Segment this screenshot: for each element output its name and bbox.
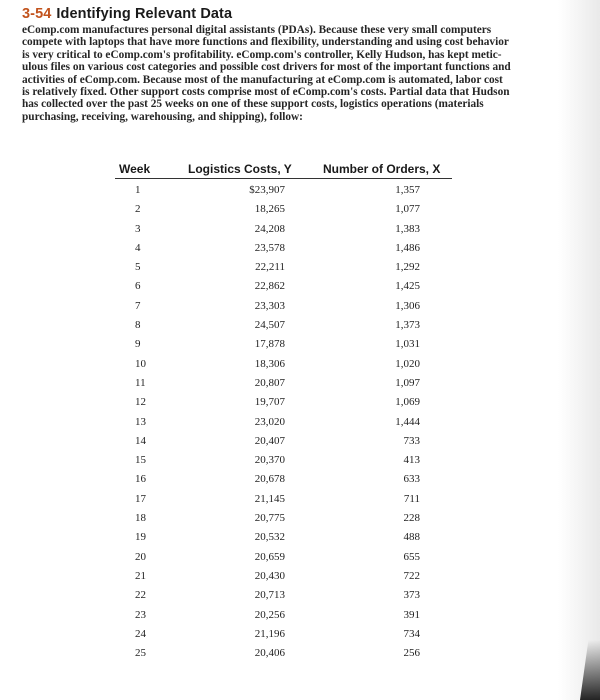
table-row: [115, 414, 452, 433]
problem-title: Identifying Relevant Data: [56, 6, 233, 22]
number-of-orders-cell: 1,097: [395, 376, 420, 389]
week-cell: [115, 184, 149, 196]
week-cell: [115, 589, 149, 601]
logistics-cost-cell: 18,306: [254, 357, 285, 370]
logistics-cost-cell: 20,430: [254, 569, 285, 582]
logistics-cost-cell: 20,256: [254, 608, 285, 621]
number-of-orders-cell: 391: [403, 608, 420, 621]
number-of-orders-cell: 1,020: [395, 357, 420, 370]
table-row: [115, 336, 452, 355]
week-value: 19: [135, 531, 146, 544]
week-value: 17: [135, 492, 146, 505]
logistics-cost-cell: 20,807: [254, 376, 285, 389]
week-cell: [115, 242, 149, 254]
table-row: [115, 433, 452, 452]
number-of-orders-cell: 733: [403, 434, 420, 447]
logistics-cost-cell: 20,659: [254, 550, 285, 563]
logistics-cost-cell: 18,265: [254, 203, 285, 216]
number-of-orders-cell: 734: [403, 627, 420, 640]
week-value: 6: [135, 280, 141, 293]
logistics-cost-cell: 23,020: [254, 415, 285, 428]
page-edge-shadow: [580, 640, 600, 700]
paragraph-line: has collected over the past 25 weeks on one of these support costs, logistics operations (materials: [22, 98, 484, 111]
number-of-orders-cell: 413: [403, 454, 420, 467]
week-cell: [115, 473, 149, 485]
problem-heading: [22, 6, 232, 22]
table-row: [115, 645, 452, 664]
table-row: [115, 491, 452, 510]
table-header: [115, 160, 452, 179]
paragraph-line: ulous files on various cost categories and possible cost drivers for most of the important functions and: [22, 61, 511, 74]
week-cell: [115, 647, 149, 659]
logistics-cost-cell: 20,407: [254, 434, 285, 447]
table-row: [115, 607, 452, 626]
week-cell: [115, 319, 149, 331]
week-value: 8: [135, 319, 141, 332]
week-value: 9: [135, 338, 141, 351]
logistics-cost-cell: 21,196: [254, 627, 285, 640]
logistics-cost-cell: 20,713: [254, 589, 285, 602]
week-cell: [115, 435, 149, 447]
table-row: [115, 549, 452, 568]
data-table-body: [115, 182, 452, 664]
week-value: 16: [135, 473, 146, 486]
logistics-cost-cell: 20,775: [254, 512, 285, 525]
week-value: 1: [135, 184, 141, 196]
week-cell: [115, 280, 149, 292]
table-row: [115, 375, 452, 394]
week-cell: [115, 203, 149, 215]
week-cell: [115, 396, 149, 408]
week-value: 11: [135, 376, 146, 389]
table-row: [115, 298, 452, 317]
week-cell: [115, 609, 149, 621]
number-of-orders-cell: 373: [403, 589, 420, 602]
logistics-cost-cell: 20,406: [254, 647, 285, 660]
week-cell: [115, 377, 149, 389]
column-header-week: Week: [119, 162, 151, 176]
week-cell: [115, 454, 149, 466]
number-of-orders-cell: 711: [403, 492, 420, 505]
week-cell: [115, 223, 149, 235]
week-cell: [115, 493, 149, 505]
table-row: [115, 182, 452, 201]
week-cell: [115, 416, 149, 428]
number-of-orders-cell: 1,486: [395, 241, 420, 254]
table-row: [115, 626, 452, 645]
week-value: 14: [135, 434, 146, 447]
paragraph-line: compete with laptops that have more functions and flexibility, understanding and using cost behavior: [22, 36, 509, 49]
logistics-cost-cell: 24,507: [254, 319, 285, 332]
number-of-orders-cell: 228: [403, 512, 420, 525]
week-cell: [115, 512, 149, 524]
logistics-cost-cell: 22,211: [255, 261, 285, 274]
number-of-orders-cell: 1,444: [395, 415, 420, 428]
week-value: 5: [135, 261, 141, 274]
logistics-cost-cell: 22,862: [254, 280, 285, 293]
week-value: 18: [135, 512, 146, 525]
week-cell: [115, 570, 149, 582]
week-cell: [115, 531, 149, 543]
table-row: [115, 587, 452, 606]
number-of-orders-cell: 1,069: [395, 396, 420, 409]
logistics-cost-cell: 23,303: [254, 299, 285, 312]
table-row: [115, 529, 452, 548]
column-header-number-of-orders: Number of Orders, X: [323, 162, 441, 176]
number-of-orders-cell: 256: [403, 647, 420, 660]
week-cell: [115, 300, 149, 312]
table-row: [115, 221, 452, 240]
week-value: 10: [135, 357, 146, 370]
week-value: 25: [135, 647, 146, 660]
number-of-orders-cell: 1,425: [395, 280, 420, 293]
week-cell: [115, 261, 149, 273]
paragraph-line: is very critical to eComp.com's profitability. eComp.com's controller, Kelly Hudson, has kept metic-: [22, 48, 502, 61]
week-value: 24: [135, 627, 146, 640]
number-of-orders-cell: 1,306: [395, 299, 420, 312]
column-header-logistics-costs: Logistics Costs, Y: [188, 162, 292, 176]
table-row: [115, 356, 452, 375]
week-value: 22: [135, 589, 146, 602]
week-cell: [115, 338, 149, 350]
number-of-orders-cell: 1,031: [395, 338, 420, 351]
week-cell: [115, 551, 149, 563]
logistics-cost-cell: $23,907: [249, 184, 285, 196]
paragraph-line: is relatively fixed. Other support costs comprise most of eComp.com's costs. Partial data that Hudson: [22, 86, 510, 99]
table-row: [115, 201, 452, 220]
number-of-orders-cell: 1,357: [395, 184, 420, 196]
number-of-orders-cell: 1,383: [395, 222, 420, 235]
week-value: 4: [135, 241, 141, 254]
week-value: 7: [135, 299, 141, 312]
table-row: [115, 452, 452, 471]
week-value: 2: [135, 203, 141, 216]
week-value: 23: [135, 608, 146, 621]
logistics-cost-cell: 20,532: [254, 531, 285, 544]
number-of-orders-cell: 1,292: [395, 261, 420, 274]
week-cell: [115, 358, 149, 370]
week-value: 3: [135, 222, 141, 235]
table-row: [115, 471, 452, 490]
logistics-cost-cell: 21,145: [254, 492, 285, 505]
week-value: 15: [135, 454, 146, 467]
table-row: [115, 568, 452, 587]
logistics-cost-cell: 20,678: [254, 473, 285, 486]
paragraph-line: activities of eComp.com. Because most of the manufacturing at eComp.com is automated, labor cost: [22, 73, 503, 86]
table-row: [115, 240, 452, 259]
week-value: 21: [135, 569, 146, 582]
table-row: [115, 278, 452, 297]
problem-description: [22, 24, 550, 123]
table-row: [115, 394, 452, 413]
table-row: [115, 317, 452, 336]
week-cell: [115, 628, 149, 640]
number-of-orders-cell: 488: [403, 531, 420, 544]
logistics-cost-cell: 20,370: [254, 454, 285, 467]
logistics-cost-cell: 24,208: [254, 222, 285, 235]
table-row: [115, 510, 452, 529]
logistics-cost-cell: 17,878: [254, 338, 285, 351]
problem-number: 3-54: [22, 6, 52, 22]
paragraph-line: eComp.com manufactures personal digital assistants (PDAs). Because these very small computers: [22, 24, 492, 36]
number-of-orders-cell: 1,373: [395, 319, 420, 332]
logistics-cost-cell: 19,707: [254, 396, 285, 409]
number-of-orders-cell: 722: [403, 569, 420, 582]
week-value: 13: [135, 415, 146, 428]
number-of-orders-cell: 1,077: [395, 203, 420, 216]
paragraph-line: purchasing, receiving, warehousing, and shipping), follow:: [22, 110, 303, 123]
week-value: 20: [135, 550, 146, 563]
logistics-cost-cell: 23,578: [254, 241, 285, 254]
table-row: [115, 259, 452, 278]
number-of-orders-cell: 633: [403, 473, 420, 486]
week-value: 12: [135, 396, 146, 409]
number-of-orders-cell: 655: [403, 550, 420, 563]
